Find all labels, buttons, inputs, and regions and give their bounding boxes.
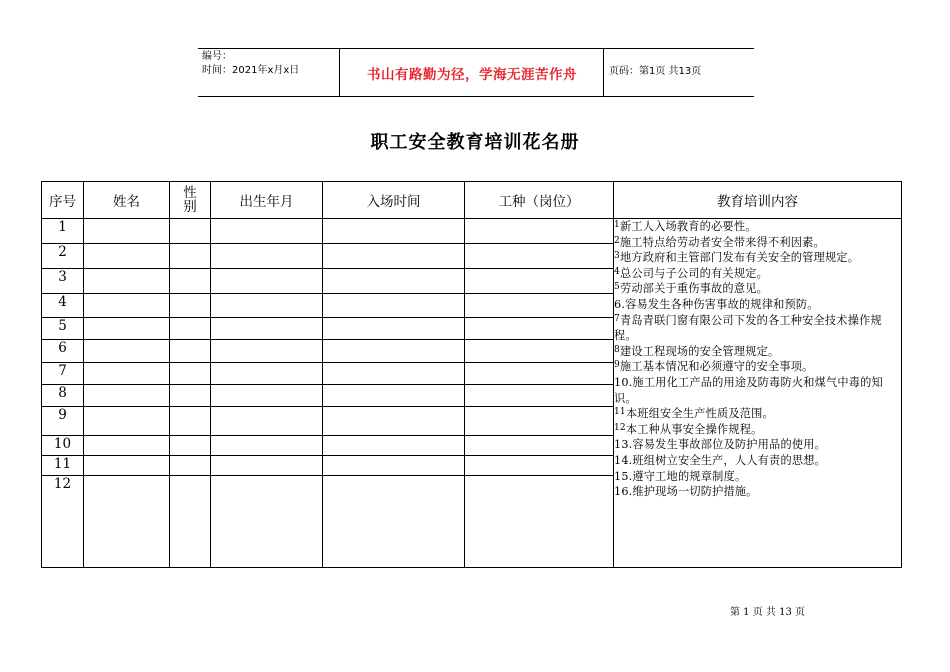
entry-cell[interactable] — [323, 456, 465, 476]
sex-cell[interactable] — [170, 244, 211, 269]
name-cell[interactable] — [84, 269, 170, 294]
page-code: 页码：第1页 共13页 — [609, 66, 702, 77]
training-content-cell — [614, 219, 902, 568]
sex-cell[interactable] — [170, 436, 211, 456]
content-item: $^{11}$本班组安全生产性质及范围。 — [614, 407, 774, 421]
sex-cell[interactable] — [170, 476, 211, 568]
entry-cell[interactable] — [323, 244, 465, 269]
row-number: 9 — [42, 407, 84, 436]
birth-cell[interactable] — [211, 407, 323, 436]
name-cell[interactable] — [84, 318, 170, 340]
entry-cell[interactable] — [323, 294, 465, 318]
entry-cell[interactable] — [323, 219, 465, 244]
content-item: 15.遵守工地的规章制度。 — [614, 469, 747, 483]
content-item: $^4$总公司与子公司的有关规定。 — [614, 266, 768, 280]
page-footer: 第 1 页 共 13 页 — [730, 607, 805, 618]
birth-cell[interactable] — [211, 318, 323, 340]
birth-cell[interactable] — [211, 436, 323, 456]
name-cell[interactable] — [84, 456, 170, 476]
birth-cell[interactable] — [211, 363, 323, 385]
col-header-name: 姓名 — [84, 182, 170, 219]
job-cell[interactable] — [465, 244, 614, 269]
job-cell[interactable] — [465, 385, 614, 407]
table-header-row — [42, 182, 902, 219]
entry-cell[interactable] — [323, 363, 465, 385]
content-item: $^{12}$本工种从事安全操作规程。 — [614, 422, 763, 436]
job-cell[interactable] — [465, 269, 614, 294]
entry-cell[interactable] — [323, 476, 465, 568]
name-cell[interactable] — [84, 476, 170, 568]
header-top-rule — [198, 48, 754, 49]
header-bottom-rule — [198, 96, 754, 97]
col-header-content: 教育培训内容 — [614, 182, 902, 219]
content-item: 13.容易发生事故部位及防护用品的使用。 — [614, 438, 826, 452]
col-header-index: 序号 — [42, 182, 84, 219]
row-number: 7 — [42, 363, 84, 385]
content-item: 10.施工用化工产品的用途及防毒防火和煤气中毒的知识。 — [614, 375, 883, 405]
job-cell[interactable] — [465, 219, 614, 244]
col-header-sex-char-2: 别 — [183, 199, 197, 215]
birth-cell[interactable] — [211, 456, 323, 476]
content-item: $^3$地方政府和主管部门发布有关安全的管理规定。 — [614, 251, 860, 265]
sex-cell[interactable] — [170, 456, 211, 476]
page-title: 职工安全教育培训花名册 — [370, 132, 580, 153]
name-cell[interactable] — [84, 385, 170, 407]
content-item: $^1$新工人入场教育的必要性。 — [614, 220, 757, 233]
entry-cell[interactable] — [323, 269, 465, 294]
job-cell[interactable] — [465, 363, 614, 385]
name-cell[interactable] — [84, 436, 170, 456]
col-header-birth: 出生年月 — [211, 182, 323, 219]
doc-number-label: 编号： — [202, 51, 232, 62]
name-cell[interactable] — [84, 363, 170, 385]
content-item: $^8$建设工程现场的安全管理规定。 — [614, 344, 780, 358]
row-number: 1 — [42, 219, 84, 244]
name-cell[interactable] — [84, 407, 170, 436]
col-header-sex — [170, 182, 211, 219]
content-item: 6.容易发生各种伤害事故的规律和预防。 — [614, 297, 819, 311]
job-cell[interactable] — [465, 318, 614, 340]
name-cell[interactable] — [84, 219, 170, 244]
content-item: $^2$施工特点给劳动者安全带来得不利因素。 — [614, 235, 825, 249]
sex-cell[interactable] — [170, 269, 211, 294]
row-number: 6 — [42, 340, 84, 363]
row-number: 5 — [42, 318, 84, 340]
name-cell[interactable] — [84, 294, 170, 318]
content-item: 16.维护现场一切防护措施。 — [614, 485, 758, 499]
job-cell[interactable] — [465, 436, 614, 456]
sex-cell[interactable] — [170, 318, 211, 340]
name-cell[interactable] — [84, 340, 170, 363]
col-header-sex-char-1: 性 — [183, 185, 197, 201]
doc-date: 时间：2021年x月x日 — [202, 65, 300, 76]
sex-cell[interactable] — [170, 407, 211, 436]
entry-cell[interactable] — [323, 385, 465, 407]
job-cell[interactable] — [465, 476, 614, 568]
content-item: $^7$青岛青联门窗有限公司下发的各工种安全技术操作规程。 — [614, 313, 882, 343]
birth-cell[interactable] — [211, 340, 323, 363]
row-number: 12 — [42, 476, 84, 568]
row-number: 11 — [42, 456, 84, 476]
birth-cell[interactable] — [211, 269, 323, 294]
col-header-job: 工种（岗位） — [465, 182, 614, 219]
row-number: 8 — [42, 385, 84, 407]
sex-cell[interactable] — [170, 219, 211, 244]
content-item: $^9$施工基本情况和必须遵守的安全事项。 — [614, 360, 814, 374]
content-item: $^5$劳动部关于重伤事故的意见。 — [614, 282, 768, 296]
job-cell[interactable] — [465, 294, 614, 318]
birth-cell[interactable] — [211, 385, 323, 407]
birth-cell[interactable] — [211, 244, 323, 269]
sex-cell[interactable] — [170, 385, 211, 407]
name-cell[interactable] — [84, 244, 170, 269]
col-header-entry: 入场时间 — [323, 182, 465, 219]
roster-table — [41, 181, 902, 568]
row-number: 3 — [42, 269, 84, 294]
entry-cell[interactable] — [323, 340, 465, 363]
sex-cell[interactable] — [170, 340, 211, 363]
sex-cell[interactable] — [170, 294, 211, 318]
entry-cell[interactable] — [323, 407, 465, 436]
row-number: 2 — [42, 244, 84, 269]
job-cell[interactable] — [465, 340, 614, 363]
table-row — [42, 219, 902, 244]
sex-cell[interactable] — [170, 363, 211, 385]
motto: 书山有路勤为径，学海无涯苦作舟 — [367, 67, 577, 83]
entry-cell[interactable] — [323, 318, 465, 340]
job-cell[interactable] — [465, 407, 614, 436]
row-number: 4 — [42, 294, 84, 318]
entry-cell[interactable] — [323, 436, 465, 456]
birth-cell[interactable] — [211, 294, 323, 318]
birth-cell[interactable] — [211, 476, 323, 568]
birth-cell[interactable] — [211, 219, 323, 244]
content-item: 14.班组树立安全生产，人人有责的思想。 — [614, 453, 826, 467]
job-cell[interactable] — [465, 456, 614, 476]
row-number: 10 — [42, 436, 84, 456]
